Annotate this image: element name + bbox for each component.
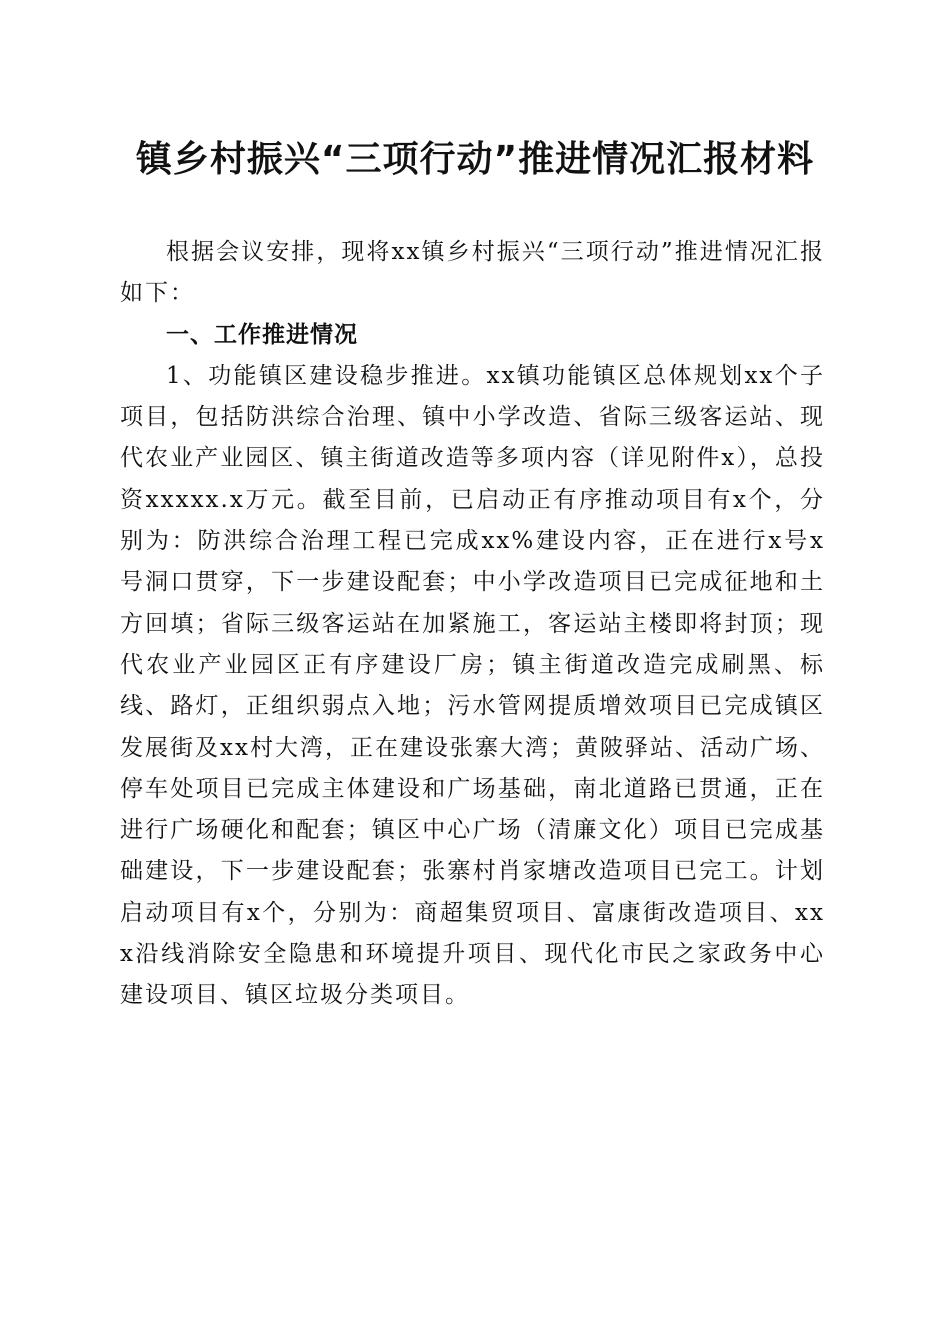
section-paragraph: 1、功能镇区建设稳步推进。xx镇功能镇区总体规划xx个子项目，包括防洪综合治理、镇中小学改造、省际三级客运站、现代农业产业园区、镇主街道改造等多项内容（详见附件x），总投资xxxxx.x万元。截至目前，已启动正有序推动项目有x个，分别为：防洪综合治理工程已完成xx%建设内容，正在进行x号x号洞口贯穿，下一步建设配套；中小学改造项目已完成征地和土方回填；省际三级客运站在加紧施工，客运站主楼即将封顶；现代农业产业园区正有序建设厂房；镇主街道改造完成刷黑、标线、路灯，正组织弱点入地；污水管网提质增效项目已完成镇区发展街及xx村大湾，正在建设张寨大湾；黄陂驿站、活动广场、停车处项目已完成主体建设和广场基础，南北道路已贯通，正在进行广场硬化和配套；镇区中心广场（清廉文化）项目已完成基础建设，下一步建设配套；张寨村肖家塘改造项目已完工。计划启动项目有x个，分别为：商超集贸项目、富康街改造项目、xxx沿线消除安全隐患和环境提升项目、现代化市民之家政务中心建设项目、镇区垃圾分类项目。 <box>120 362 825 1009</box>
section-heading: 一、工作推进情况 <box>166 321 358 348</box>
intro-paragraph: 根据会议安排，现将xx镇乡村振兴“三项行动”推进情况汇报如下： <box>120 239 825 307</box>
document-title: 镇乡村振兴“三项行动”推进情况汇报材料 <box>135 139 815 180</box>
document-body <box>120 232 825 1017</box>
